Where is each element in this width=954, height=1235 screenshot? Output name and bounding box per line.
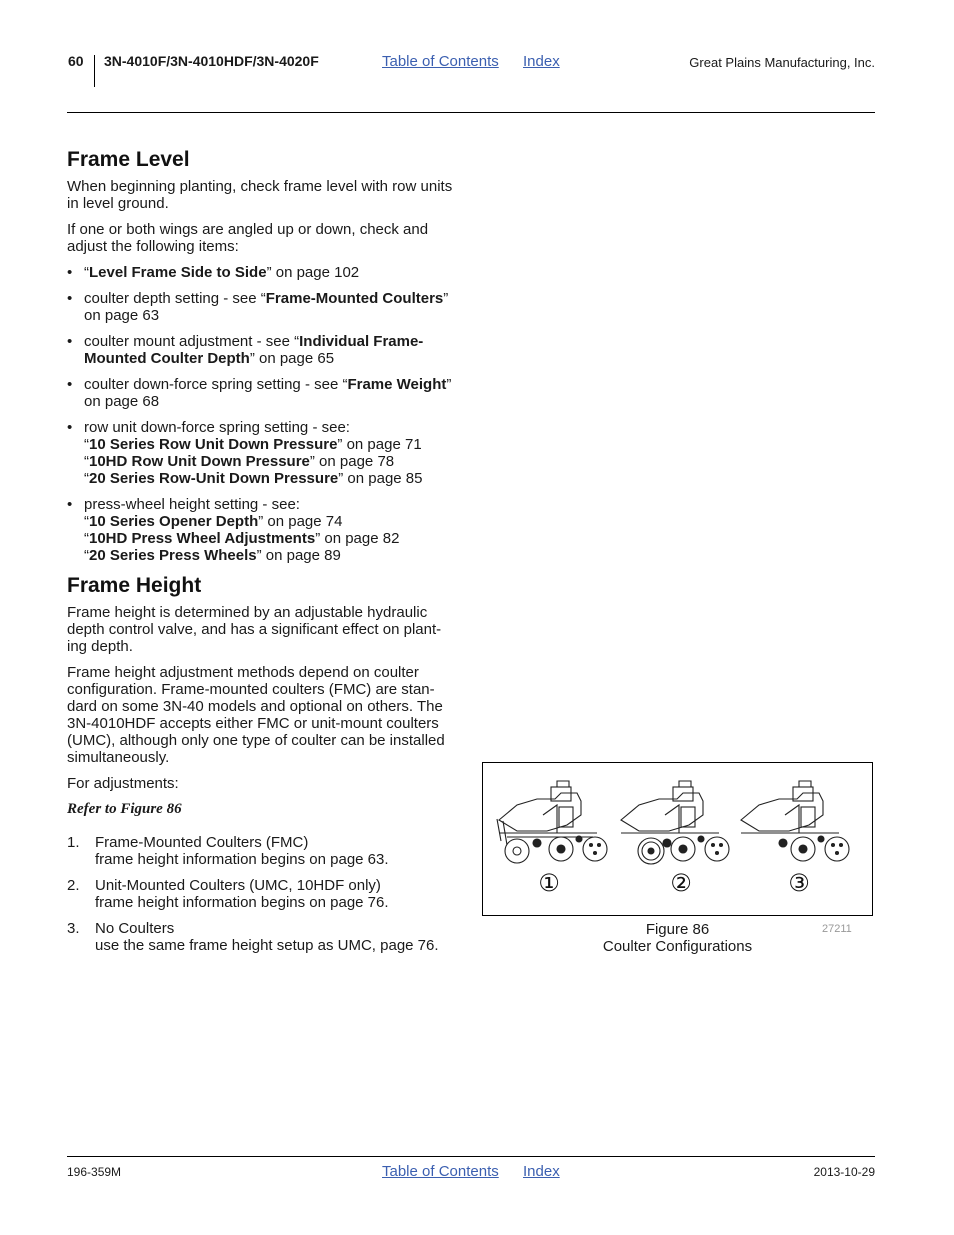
cross-reference: 20 Series Row-Unit Down Pressure: [89, 470, 339, 487]
coulter-step: [67, 920, 459, 954]
step-title: Unit-Mounted Coulters (UMC, 10HDF only): [95, 877, 381, 894]
header-toc-link[interactable]: Table of Contents: [382, 53, 499, 70]
adjustment-text: coulter depth setting - see “: [84, 290, 266, 307]
adjustment-line: [84, 530, 459, 547]
adjustment-text: “: [84, 513, 89, 530]
callout-3: ③: [788, 869, 810, 897]
step-detail: frame height information begins on page 63.: [95, 851, 389, 868]
cross-reference: Frame-Mounted Coulters: [265, 290, 444, 307]
frame-height-para-2: Frame height adjustment methods depend on coulter configuration. Frame-mounted coulters (FMC) are stan-dard on some 3N-40 models and optional on others. The 3N-4010HDF accepts either FMC or unit-mount coulters (UMC), although only one type of coulter can be installed simultaneously.: [67, 664, 445, 766]
step-detail: use the same frame height setup as UMC, page 76.: [95, 937, 439, 954]
adjustment-line: [84, 333, 459, 367]
document-code: 196-359M: [67, 1165, 122, 1179]
page-reference: ” on page 82: [315, 530, 400, 547]
adjustment-line: [84, 419, 459, 436]
frame-height-heading: Frame Height: [67, 574, 202, 597]
page-reference: ” on page 68: [84, 376, 452, 410]
header-divider: [94, 55, 95, 87]
cross-reference: Frame Weight: [347, 376, 447, 393]
adjustment-list-item: [67, 333, 459, 367]
model-title: 3N-4010F/3N-4010HDF/3N-4020F: [104, 53, 319, 69]
page-reference: ” on page 65: [249, 350, 335, 367]
adjustment-line: [84, 496, 459, 513]
footer-toc-link[interactable]: Table of Contents: [382, 1163, 499, 1180]
adjustment-text: row unit down-force spring setting - see:: [84, 419, 350, 436]
adjustment-list-item: [67, 496, 459, 564]
coulter-diagram: [483, 763, 872, 915]
adjustment-line: [84, 453, 459, 470]
adjustment-text: coulter mount adjustment - see “: [84, 333, 300, 350]
figure-reference: Refer to Figure 86: [67, 801, 182, 817]
adjustment-list-item: [67, 419, 459, 487]
cross-reference: 20 Series Press Wheels: [89, 547, 257, 564]
step-number: 3.: [67, 920, 80, 937]
page-reference: ” on page 78: [309, 453, 395, 470]
page-reference: ” on page 85: [338, 470, 423, 487]
coulter-configurations-figure: [482, 762, 873, 916]
cross-reference: Level Frame Side to Side: [89, 264, 267, 281]
coulter-steps-list: [67, 834, 459, 954]
frame-level-para-1: When beginning planting, check frame level with row units in level ground.: [67, 178, 453, 212]
page-reference: ” on page 74: [258, 513, 343, 530]
adjustment-text: press-wheel height setting - see:: [84, 496, 300, 513]
page-reference: ” on page 89: [256, 547, 341, 564]
art-number: 27211: [822, 923, 852, 935]
planter-unit-fmc: [497, 781, 607, 863]
adjustment-text: “: [84, 470, 89, 487]
page-reference: ” on page 71: [337, 436, 422, 453]
adjustment-list-item: [67, 290, 459, 324]
header-index-link[interactable]: Index: [523, 53, 560, 70]
cross-reference: 10HD Row Unit Down Pressure: [89, 453, 310, 470]
footer-rule: [67, 1156, 875, 1157]
planter-unit-umc: [621, 781, 729, 864]
adjustment-text: “: [84, 547, 89, 564]
header-rule: [67, 112, 875, 113]
step-number: 2.: [67, 877, 80, 894]
page-reference: ” on page 102: [266, 264, 360, 281]
coulter-step: [67, 834, 459, 868]
step-detail: frame height information begins on page 76.: [95, 894, 389, 911]
cross-reference: Individual Frame-Mounted Coulter Depth: [84, 333, 424, 367]
adjustment-text: “: [84, 453, 89, 470]
footer-index-link[interactable]: Index: [523, 1163, 560, 1180]
planter-unit-none: [741, 781, 849, 861]
adjustment-list-item: [67, 376, 459, 410]
adjustment-text: coulter down-force spring setting - see “: [84, 376, 348, 393]
frame-height-para-3: For adjustments:: [67, 775, 179, 792]
frame-level-heading: Frame Level: [67, 148, 190, 171]
figure-caption: [482, 921, 873, 955]
adjustment-line: [84, 513, 459, 530]
adjustment-text: “: [84, 530, 89, 547]
adjustment-line: [84, 547, 459, 564]
step-title: Frame-Mounted Coulters (FMC): [95, 834, 309, 851]
step-title: No Coulters: [95, 920, 175, 937]
page-number: 60: [68, 53, 84, 69]
figure-number: Figure 86: [645, 921, 710, 938]
adjustment-line: [84, 290, 459, 324]
frame-height-para-1: Frame height is determined by an adjustable hydraulic depth control valve, and has a significant effect on plant-ing depth.: [67, 604, 442, 655]
cross-reference: 10 Series Opener Depth: [89, 513, 259, 530]
main-column: [67, 148, 459, 963]
adjustment-list-item: [67, 264, 459, 281]
callout-2: ②: [670, 869, 692, 897]
page-header: [0, 0, 954, 115]
company-name: Great Plains Manufacturing, Inc.: [689, 55, 875, 70]
cross-reference: 10HD Press Wheel Adjustments: [89, 530, 316, 547]
coulter-step: [67, 877, 459, 911]
adjustment-line: [84, 470, 459, 487]
adjustment-line: [84, 436, 459, 453]
page-reference: ” on page 63: [84, 290, 449, 324]
callout-1: ①: [538, 869, 560, 897]
figure-title: Coulter Configurations: [602, 938, 753, 955]
frame-level-para-2: If one or both wings are angled up or down, check and adjust the following items:: [67, 221, 429, 255]
adjustment-text: “: [84, 436, 89, 453]
adjustment-list: [67, 264, 459, 564]
adjustment-text: “: [84, 264, 89, 281]
cross-reference: 10 Series Row Unit Down Pressure: [89, 436, 338, 453]
adjustment-line: [84, 376, 459, 410]
document-date: 2013-10-29: [813, 1165, 875, 1179]
step-number: 1.: [67, 834, 80, 851]
adjustment-line: [84, 264, 459, 281]
